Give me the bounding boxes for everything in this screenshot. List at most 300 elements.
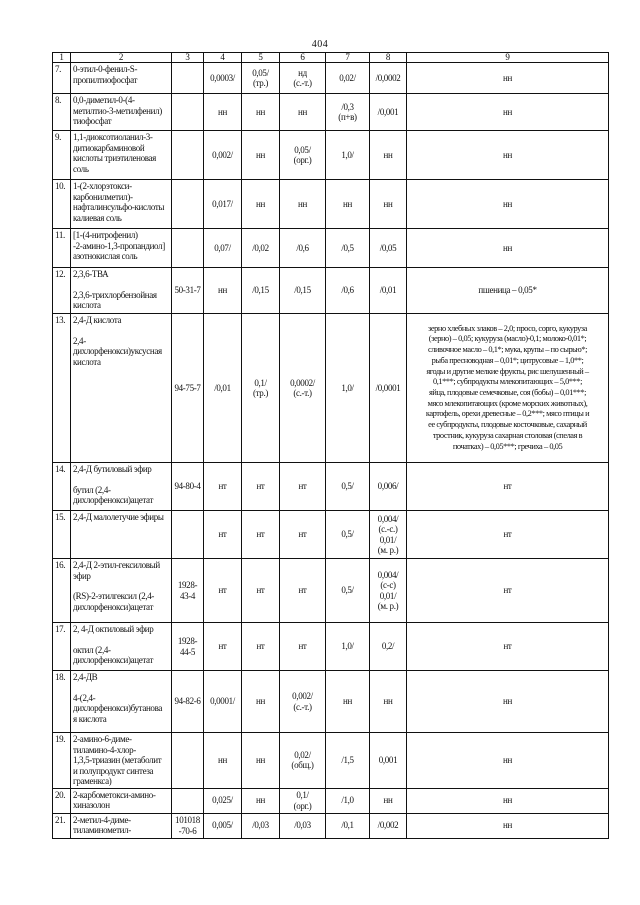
cas-number: 94-80-4 xyxy=(172,463,204,511)
value-line: /0,05 xyxy=(379,242,397,253)
value-line: нт xyxy=(218,641,227,652)
value-line: 1,0/ xyxy=(341,149,354,160)
value-line: (с.-т.) xyxy=(293,701,312,712)
name-line: пропилтиофосфат xyxy=(73,74,138,85)
value-line: сливочное масло – 0,1*; мука, крупы – по сырью*; xyxy=(428,345,587,355)
value-cell-c4 xyxy=(204,131,242,180)
value-line: нн xyxy=(218,285,227,296)
substance-name xyxy=(71,623,172,671)
value-cell-c7 xyxy=(326,511,370,559)
name-line: (RS)-2-этилгексил (2,4- xyxy=(73,591,155,601)
value-cell-c4 xyxy=(204,463,242,511)
value-cell-c5 xyxy=(242,229,280,268)
value-line: 0,025/ xyxy=(212,795,233,806)
value-line: тростник, кукуруза сахарная столовая (спелая в xyxy=(432,430,583,440)
value-cell-c8 xyxy=(370,559,407,623)
value-cell-c6 xyxy=(280,788,326,813)
value-line: нн xyxy=(256,795,265,806)
row-number: 21. xyxy=(53,813,71,838)
value-line: нн xyxy=(256,106,265,117)
value-cell-c7 xyxy=(326,671,370,733)
table-row xyxy=(53,314,609,463)
value-line: /0,1 xyxy=(341,820,354,831)
cas-line: 1928- xyxy=(177,580,198,590)
substance-name xyxy=(71,180,172,229)
value-cell-c9 xyxy=(407,813,609,838)
value-line: зерно хлебных злаков – 2,0; просо, сорго, кукуруза xyxy=(428,323,587,333)
name-line: 2, 4-Д октиловый эфир xyxy=(73,624,154,634)
value-line: (с-с) xyxy=(380,580,396,590)
row-number: 8. xyxy=(53,94,71,131)
value-cell-c5 xyxy=(242,94,280,131)
value-line: /1,0 xyxy=(341,795,354,806)
value-line: нн xyxy=(503,755,512,765)
value-cell-c9 xyxy=(407,463,609,511)
value-cell-c7 xyxy=(326,131,370,180)
header-cell-2: 2 xyxy=(71,53,172,63)
value-cell-c7 xyxy=(326,180,370,229)
value-cell-c4 xyxy=(204,623,242,671)
value-line: нн xyxy=(383,198,393,209)
value-cell-c6 xyxy=(280,63,326,94)
table-row xyxy=(53,229,609,268)
value-cell-c8 xyxy=(370,94,407,131)
value-cell-c8 xyxy=(370,180,407,229)
name-line xyxy=(73,683,169,693)
value-cell-c8 xyxy=(370,511,407,559)
value-line: нн xyxy=(343,696,352,707)
table-row xyxy=(53,180,609,229)
value-line: нн xyxy=(383,696,393,707)
value-cell-c8 xyxy=(370,268,407,314)
value-line: нт xyxy=(218,481,227,492)
value-line: нн xyxy=(298,198,307,209)
cas-number: 50-31-7 xyxy=(172,268,204,314)
name-line: кислота xyxy=(73,300,101,310)
cas-number xyxy=(172,559,204,623)
name-line: и полупродукт синтеза xyxy=(73,765,154,776)
value-line: нн xyxy=(256,696,265,707)
value-cell-c8 xyxy=(370,229,407,268)
name-line: дихлорфенокси)уксусная xyxy=(73,346,162,356)
value-cell-c9 xyxy=(407,94,609,131)
value-cell-c6 xyxy=(280,229,326,268)
value-cell-c6 xyxy=(280,180,326,229)
row-number: 12. xyxy=(53,268,71,314)
name-line: карбонилметил)- xyxy=(73,191,133,202)
name-line: 2-карбометокси-амино- xyxy=(73,789,156,800)
row-number: 17. xyxy=(53,623,71,671)
name-line: 2,4-ДВ xyxy=(73,672,98,682)
header-cell-7: 7 xyxy=(326,53,370,63)
value-line: яйца, плодовые семечковые, соя (бобы) – 0,01***; xyxy=(429,388,586,397)
name-line: тиламинометил- xyxy=(73,825,131,835)
value-line: нт xyxy=(218,529,227,540)
value-cell-c4 xyxy=(204,813,242,838)
value-line: 1,0/ xyxy=(341,382,354,393)
value-line: нн xyxy=(218,755,227,765)
value-line: нн xyxy=(256,198,265,209)
value-line: (м. р.) xyxy=(377,545,399,555)
value-line: нт xyxy=(503,585,512,596)
row-number: 19. xyxy=(53,733,71,789)
substance-name xyxy=(71,63,172,94)
name-line: 2,4-Д бутиловый эфир xyxy=(73,464,152,474)
value-cell-c8 xyxy=(370,623,407,671)
value-line: нн xyxy=(343,198,352,209)
cas-number xyxy=(172,788,204,813)
table-row xyxy=(53,131,609,180)
page-number: 404 xyxy=(311,39,329,50)
table-row xyxy=(53,733,609,789)
value-line: 0,002/ xyxy=(292,691,313,701)
value-cell-c6 xyxy=(280,314,326,463)
value-cell-c5 xyxy=(242,131,280,180)
name-line: дихлорфенокси)бутанова xyxy=(73,703,163,713)
value-line: 0,0001/ xyxy=(210,696,235,707)
header-cell-4: 4 xyxy=(204,53,242,63)
cas-number xyxy=(172,94,204,131)
value-line: (тр.) xyxy=(252,388,269,398)
value-cell-c8 xyxy=(370,671,407,733)
name-line: 0,0-диметил-0-(4- xyxy=(73,95,135,105)
value-line: /0,15 xyxy=(294,285,311,296)
value-cell-c4 xyxy=(204,94,242,131)
value-line: /0,02 xyxy=(252,242,269,253)
value-line: 0,01/ xyxy=(379,534,397,545)
value-line: 0,5/ xyxy=(341,481,354,492)
cas-number: 94-75-7 xyxy=(172,314,204,463)
cas-line: -70-6 xyxy=(178,825,197,836)
substance-name xyxy=(71,463,172,511)
row-number: 14. xyxy=(53,463,71,511)
cas-number xyxy=(172,131,204,180)
value-line: нд xyxy=(298,67,307,78)
value-line: (тр.) xyxy=(252,78,269,88)
value-cell-c8 xyxy=(370,131,407,180)
value-line: нт xyxy=(256,585,265,596)
value-line: /0,03 xyxy=(252,820,269,831)
value-line: нн xyxy=(503,72,512,83)
row-number: 11. xyxy=(53,229,71,268)
substance-name xyxy=(71,94,172,131)
value-cell-c9 xyxy=(407,314,609,463)
header-cell-3: 3 xyxy=(172,53,204,63)
name-line xyxy=(73,326,169,336)
value-cell-c6 xyxy=(280,623,326,671)
value-cell-c6 xyxy=(280,813,326,838)
table-row xyxy=(53,511,609,559)
value-line: 0,002/ xyxy=(212,149,233,160)
value-line: нт xyxy=(298,641,307,652)
value-line: /0,6 xyxy=(341,285,354,296)
row-number: 9. xyxy=(53,131,71,180)
value-cell-c5 xyxy=(242,671,280,733)
value-cell-c6 xyxy=(280,131,326,180)
name-line: дитиокарбаминовой xyxy=(73,142,145,153)
value-line: /0,0001 xyxy=(375,382,401,393)
cas-number xyxy=(172,813,204,838)
value-line: 0,5/ xyxy=(341,529,354,540)
value-cell-c9 xyxy=(407,180,609,229)
row-number: 15. xyxy=(53,511,71,559)
value-line: 1,0/ xyxy=(341,641,354,652)
table-row xyxy=(53,559,609,623)
substance-name xyxy=(71,788,172,813)
row-number: 10. xyxy=(53,180,71,229)
name-line: эфир xyxy=(73,570,91,581)
value-line: (с.-с.) xyxy=(378,524,398,534)
value-cell-c6 xyxy=(280,94,326,131)
cas-line: 101018 xyxy=(175,815,200,825)
value-line: нт xyxy=(298,529,307,540)
value-line: 0,1/ xyxy=(254,377,267,388)
name-line: азотнокислая соль xyxy=(73,251,138,261)
name-line: я кислота xyxy=(73,713,107,724)
header-cell-5: 5 xyxy=(242,53,280,63)
value-cell-c7 xyxy=(326,229,370,268)
value-line: 0,006/ xyxy=(377,481,399,492)
value-cell-c5 xyxy=(242,268,280,314)
value-cell-c8 xyxy=(370,314,407,463)
value-cell-c5 xyxy=(242,733,280,789)
value-line: картофель, орехи древесные – 0,2***; мясо птицы и xyxy=(425,409,590,419)
value-line: нт xyxy=(256,641,265,652)
substance-name xyxy=(71,813,172,838)
value-line: /0,01 xyxy=(214,382,231,393)
header-cell-9: 9 xyxy=(407,53,609,63)
value-line: /0,3 xyxy=(341,101,354,112)
value-line: 0,004/ xyxy=(377,569,399,580)
name-line: дихлорфенокси)ацетат xyxy=(73,601,154,612)
table-row xyxy=(53,463,609,511)
value-line: нн xyxy=(503,795,512,806)
value-cell-c9 xyxy=(407,131,609,180)
value-line: /0,5 xyxy=(341,242,354,253)
value-line: (орг.) xyxy=(293,155,312,165)
value-cell-c4 xyxy=(204,180,242,229)
value-cell-c4 xyxy=(204,788,242,813)
value-line: (общ.) xyxy=(291,760,314,771)
name-line: 4-(2,4- xyxy=(73,692,96,703)
value-cell-c4 xyxy=(204,229,242,268)
name-line: 1,3,5-триазин (метаболит xyxy=(73,755,162,765)
value-line: нт xyxy=(503,529,512,540)
value-cell-c9 xyxy=(407,671,609,733)
value-line: нт xyxy=(298,481,307,492)
value-cell-c5 xyxy=(242,63,280,94)
value-line: /1,5 xyxy=(341,755,354,765)
value-line: 0,001 xyxy=(378,755,398,765)
cas-number xyxy=(172,733,204,789)
name-line: 0-этил-0-фенил-S- xyxy=(73,64,138,74)
value-cell-c7 xyxy=(326,63,370,94)
hygienic-standards-table xyxy=(52,52,609,839)
value-line: (с.-т.) xyxy=(293,388,312,398)
value-cell-c6 xyxy=(280,559,326,623)
name-line: 2-амино-6-диме- xyxy=(73,734,132,744)
value-cell-c4 xyxy=(204,733,242,789)
value-line: нн xyxy=(503,696,512,707)
cas-number: 94-82-6 xyxy=(172,671,204,733)
value-line: початках) – 0,05***; гречиха – 0,05 xyxy=(452,441,563,451)
value-cell-c5 xyxy=(242,180,280,229)
value-line: нн xyxy=(503,106,512,117)
value-cell-c7 xyxy=(326,94,370,131)
value-line: 0,004/ xyxy=(377,513,399,524)
value-line: /0,002 xyxy=(377,820,399,831)
value-line: нт xyxy=(256,481,265,492)
row-number: 20. xyxy=(53,788,71,813)
value-cell-c8 xyxy=(370,813,407,838)
row-number: 18. xyxy=(53,671,71,733)
value-line: 0,2/ xyxy=(381,641,395,652)
name-line xyxy=(73,280,169,290)
value-cell-c5 xyxy=(242,813,280,838)
value-cell-c7 xyxy=(326,559,370,623)
name-line: 2,4- xyxy=(73,335,86,346)
name-line: граменкса) xyxy=(73,776,112,786)
table-row xyxy=(53,94,609,131)
cas-number xyxy=(172,623,204,671)
value-cell-c4 xyxy=(204,268,242,314)
value-cell-c9 xyxy=(407,788,609,813)
value-line: 0,02/ xyxy=(294,749,311,760)
substance-name xyxy=(71,733,172,789)
value-cell-c5 xyxy=(242,314,280,463)
name-line xyxy=(73,475,169,485)
value-cell-c9 xyxy=(407,268,609,314)
cas-number xyxy=(172,180,204,229)
value-cell-c7 xyxy=(326,268,370,314)
row-number: 16. xyxy=(53,559,71,623)
row-number: 13. xyxy=(53,314,71,463)
header-cell-1: 1 xyxy=(53,53,71,63)
value-line: 0,017/ xyxy=(212,198,233,209)
value-cell-c6 xyxy=(280,733,326,789)
value-cell-c4 xyxy=(204,63,242,94)
header-row xyxy=(53,53,609,63)
value-cell-c5 xyxy=(242,559,280,623)
name-line: бутил (2,4- xyxy=(73,484,111,495)
name-line xyxy=(73,581,169,591)
name-line: 1-(2-хлорэтокси- xyxy=(73,181,132,191)
value-cell-c7 xyxy=(326,813,370,838)
value-cell-c8 xyxy=(370,788,407,813)
value-cell-c9 xyxy=(407,559,609,623)
name-line: хиназолон xyxy=(73,800,110,810)
name-line: кислота xyxy=(73,356,101,367)
value-line: 0,07/ xyxy=(214,242,231,253)
value-line: 0,05/ xyxy=(252,67,269,78)
value-line: нн xyxy=(383,149,393,160)
value-cell-c9 xyxy=(407,623,609,671)
value-line: нт xyxy=(298,585,307,596)
value-cell-c5 xyxy=(242,623,280,671)
value-line: /0,03 xyxy=(294,820,311,831)
value-line: 0,0003/ xyxy=(210,72,235,83)
value-line: 0,005/ xyxy=(212,820,233,831)
value-line: рыба пресноводная – 0,01*; цитрусовые – 1,0**; xyxy=(431,355,584,365)
value-line: 0,1***; субпродукты млекопитающих – 5,0***; xyxy=(432,377,583,387)
value-line: /0,6 xyxy=(296,242,309,253)
substance-name xyxy=(71,559,172,623)
cas-line: 1928- xyxy=(177,636,198,646)
name-line: калиевая соль xyxy=(73,212,122,223)
value-cell-c9 xyxy=(407,733,609,789)
value-line: 0,02/ xyxy=(339,72,356,83)
value-cell-c8 xyxy=(370,733,407,789)
name-line: 2,3,6-ТВА xyxy=(73,269,109,279)
table-row xyxy=(53,671,609,733)
value-cell-c4 xyxy=(204,511,242,559)
name-line: соль xyxy=(73,163,89,174)
value-line: /0,15 xyxy=(252,285,269,296)
name-line: 2,4-Д 2-этил-гексиловый xyxy=(73,560,160,570)
name-line: дихлорфенокси)ацетат xyxy=(73,495,154,505)
value-cell-c9 xyxy=(407,63,609,94)
value-cell-c7 xyxy=(326,463,370,511)
name-line: 2,4-Д кислота xyxy=(73,315,122,325)
value-line: нт xyxy=(503,481,512,492)
value-line: (зерно) – 0,05; кукуруза (масло)-0,1; молоко-0,01*; xyxy=(428,334,587,344)
name-line: тиофосфат xyxy=(73,116,112,126)
table-row xyxy=(53,788,609,813)
value-line: нн xyxy=(256,755,265,765)
value-line: нт xyxy=(256,529,265,540)
substance-name xyxy=(71,671,172,733)
value-line: нн xyxy=(503,198,512,209)
value-line: нн xyxy=(218,106,227,117)
substance-name xyxy=(71,131,172,180)
name-line: дихлорфенокси)ацетат xyxy=(73,655,154,665)
value-cell-c6 xyxy=(280,671,326,733)
value-cell-c6 xyxy=(280,511,326,559)
name-line: тиламино-4-хлор- xyxy=(73,744,136,755)
value-line: нн xyxy=(298,106,307,117)
value-line: (п+в) xyxy=(338,112,357,122)
value-cell-c5 xyxy=(242,463,280,511)
value-line: /0,001 xyxy=(377,106,399,117)
header-cell-6: 6 xyxy=(280,53,326,63)
value-line: /0,0002 xyxy=(375,72,401,83)
value-line: нт xyxy=(503,641,512,652)
value-line: 0,0002/ xyxy=(290,377,315,388)
value-cell-c8 xyxy=(370,463,407,511)
table-row xyxy=(53,63,609,94)
value-cell-c5 xyxy=(242,511,280,559)
name-line: 2-метил-4-диме- xyxy=(73,814,131,825)
substance-name xyxy=(71,314,172,463)
value-cell-c4 xyxy=(204,314,242,463)
name-line: [1-(4-нитрофенил) xyxy=(73,230,138,240)
name-line: октил (2,4- xyxy=(73,644,111,655)
name-line: кислоты триэтиленовая xyxy=(73,153,156,163)
value-line: нн xyxy=(503,149,512,160)
value-cell-c9 xyxy=(407,229,609,268)
value-line: 0,01/ xyxy=(379,590,397,601)
value-cell-c5 xyxy=(242,788,280,813)
value-line: пшеница – 0,05* xyxy=(478,285,537,296)
value-line: нн xyxy=(256,149,265,160)
table-row xyxy=(53,268,609,314)
cas-number xyxy=(172,511,204,559)
table-row xyxy=(53,623,609,671)
name-line: метилтио-3-метилфенил) xyxy=(73,105,162,116)
table-row xyxy=(53,813,609,838)
name-line: нафталинсульфо-кислоты xyxy=(73,202,165,212)
value-cell-c4 xyxy=(204,671,242,733)
